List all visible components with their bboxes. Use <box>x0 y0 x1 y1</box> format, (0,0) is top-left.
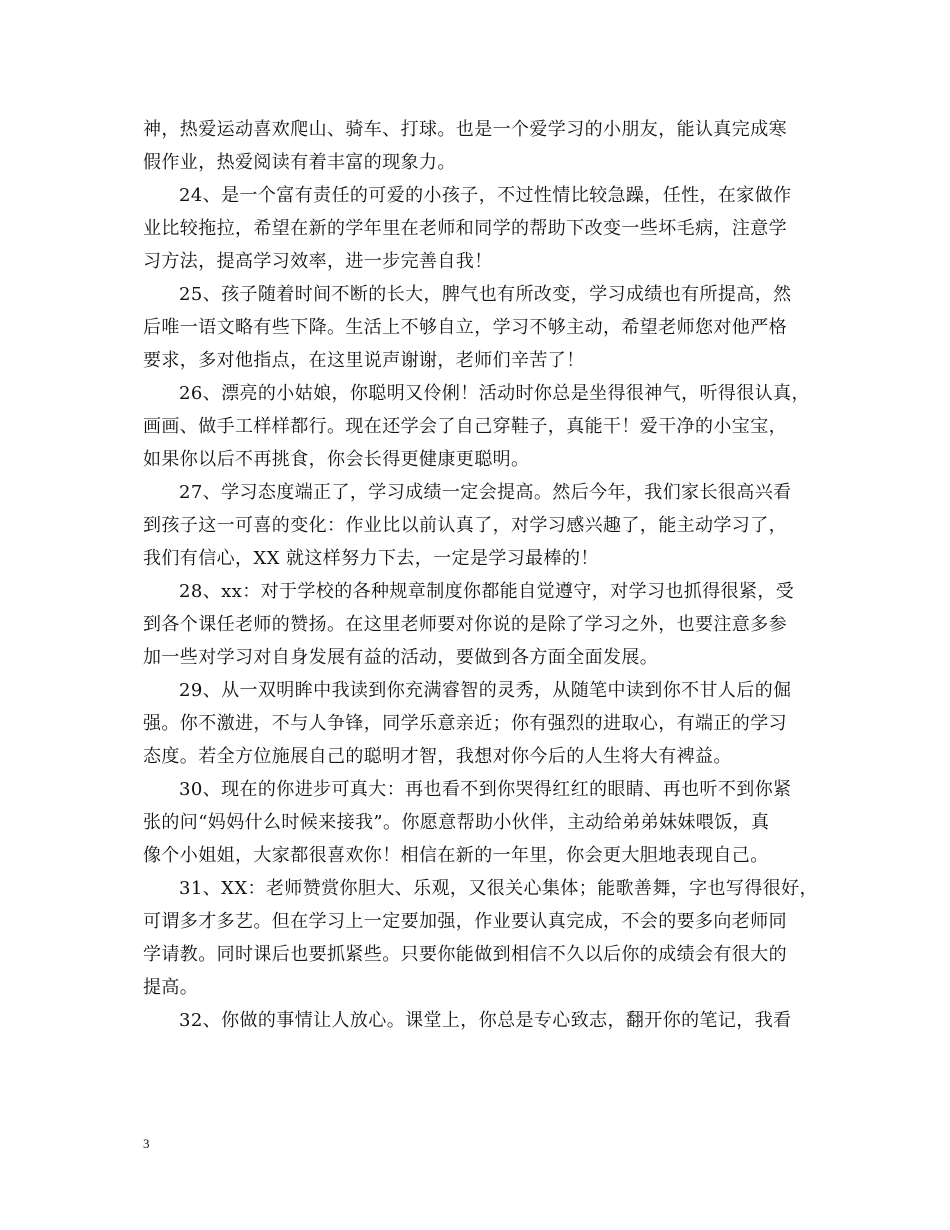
text-line: 假作业，热爱阅读有着丰富的现象力。 <box>143 152 456 173</box>
text-line: 要求，多对他指点，在这里说声谢谢，老师们辛苦了！ <box>143 350 585 371</box>
text-line: 习方法，提高学习效率，进一步完善自我！ <box>143 251 493 272</box>
text-line: 我们有信心，XX 就这样努力下去，一定是学习最棒的！ <box>143 548 599 569</box>
text-line: 30、现在的你进步可真大：再也看不到你哭得红红的眼睛、再也听不到你紧 <box>179 779 792 800</box>
text-line: 加一些对学习对自身发展有益的活动，要做到各方面全面发展。 <box>143 647 659 668</box>
paragraph-continuation <box>143 113 811 179</box>
text-line: 提高。 <box>143 977 199 998</box>
text-line: 到各个课任老师的赞扬。在这里老师要对你说的是除了学习之外，也要注意多参 <box>143 614 787 635</box>
paragraph-32 <box>143 1004 811 1037</box>
paragraph-31 <box>143 872 818 1004</box>
text-line: 神，热爱运动喜欢爬山、骑车、打球。也是一个爱学习的小朋友，能认真完成寒 <box>143 119 787 140</box>
text-line: 27、学习态度端正了，学习成绩一定会提高。然后今年，我们家长很高兴看 <box>179 482 792 503</box>
text-line: 28、xx：对于学校的各种规章制度你都能自觉遵守，对学习也抓得很紧，受 <box>179 581 795 602</box>
text-line: 25、孩子随着时间不断的长大，脾气也有所改变，学习成绩也有所提高，然 <box>179 284 792 305</box>
text-line: 24、是一个富有责任的可爱的小孩子，不过性情比较急躁，任性，在家做作 <box>179 185 792 206</box>
paragraph-25 <box>143 278 811 377</box>
text-line: 到孩子这一可喜的变化：作业比以前认真了，对学习感兴趣了，能主动学习了， <box>143 515 787 536</box>
paragraph-29 <box>143 674 811 773</box>
paragraph-27 <box>143 476 811 575</box>
paragraph-30 <box>143 773 811 872</box>
text-line: 可谓多才多艺。但在学习上一定要加强，作业要认真完成，不会的要多向老师同 <box>143 911 787 932</box>
text-line: 强。你不激进，不与人争锋，同学乐意亲近；你有强烈的进取心，有端正的学习 <box>143 713 787 734</box>
text-line: 26、漂亮的小姑娘，你聪明又伶俐！活动时你总是坐得很神气，听得很认真， <box>179 383 810 404</box>
text-line: 画画、做手工样样都行。现在还学会了自己穿鞋子，真能干！爱干净的小宝宝， <box>143 416 787 437</box>
text-line: 32、你做的事情让人放心。课堂上，你总是专心致志，翻开你的笔记，我看 <box>179 1010 792 1031</box>
page-number: 3 <box>143 1136 150 1151</box>
text-line: 业比较拖拉，希望在新的学年里在老师和同学的帮助下改变一些坏毛病，注意学 <box>143 218 787 239</box>
text-line: 29、从一双明眸中我读到你充满睿智的灵秀，从随笔中读到你不甘人后的倔 <box>179 680 792 701</box>
text-line: 31、XX：老师赞赏你胆大、乐观，又很关心集体；能歌善舞，字也写得很好， <box>179 878 818 899</box>
text-line: 学请教。同时课后也要抓紧些。只要你能做到相信不久以后你的成绩会有很大的 <box>143 944 787 965</box>
document-body <box>143 113 818 1037</box>
text-line: 态度。若全方位施展自己的聪明才智，我想对你今后的人生将大有裨益。 <box>143 746 732 767</box>
text-line: 如果你以后不再挑食，你会长得更健康更聪明。 <box>143 449 530 470</box>
paragraph-26 <box>143 377 811 476</box>
paragraph-28 <box>143 575 811 674</box>
paragraph-24 <box>143 179 811 278</box>
text-line: 后唯一语文略有些下降。生活上不够自立，学习不够主动，希望老师您对他严格 <box>143 317 787 338</box>
text-line: 张的问“妈妈什么时候来接我”。你愿意帮助小伙伴，主动给弟弟妹妹喂饭，真 <box>143 812 770 833</box>
text-line: 像个小姐姐，大家都很喜欢你！相信在新的一年里，你会更大胆地表现自己。 <box>143 845 769 866</box>
